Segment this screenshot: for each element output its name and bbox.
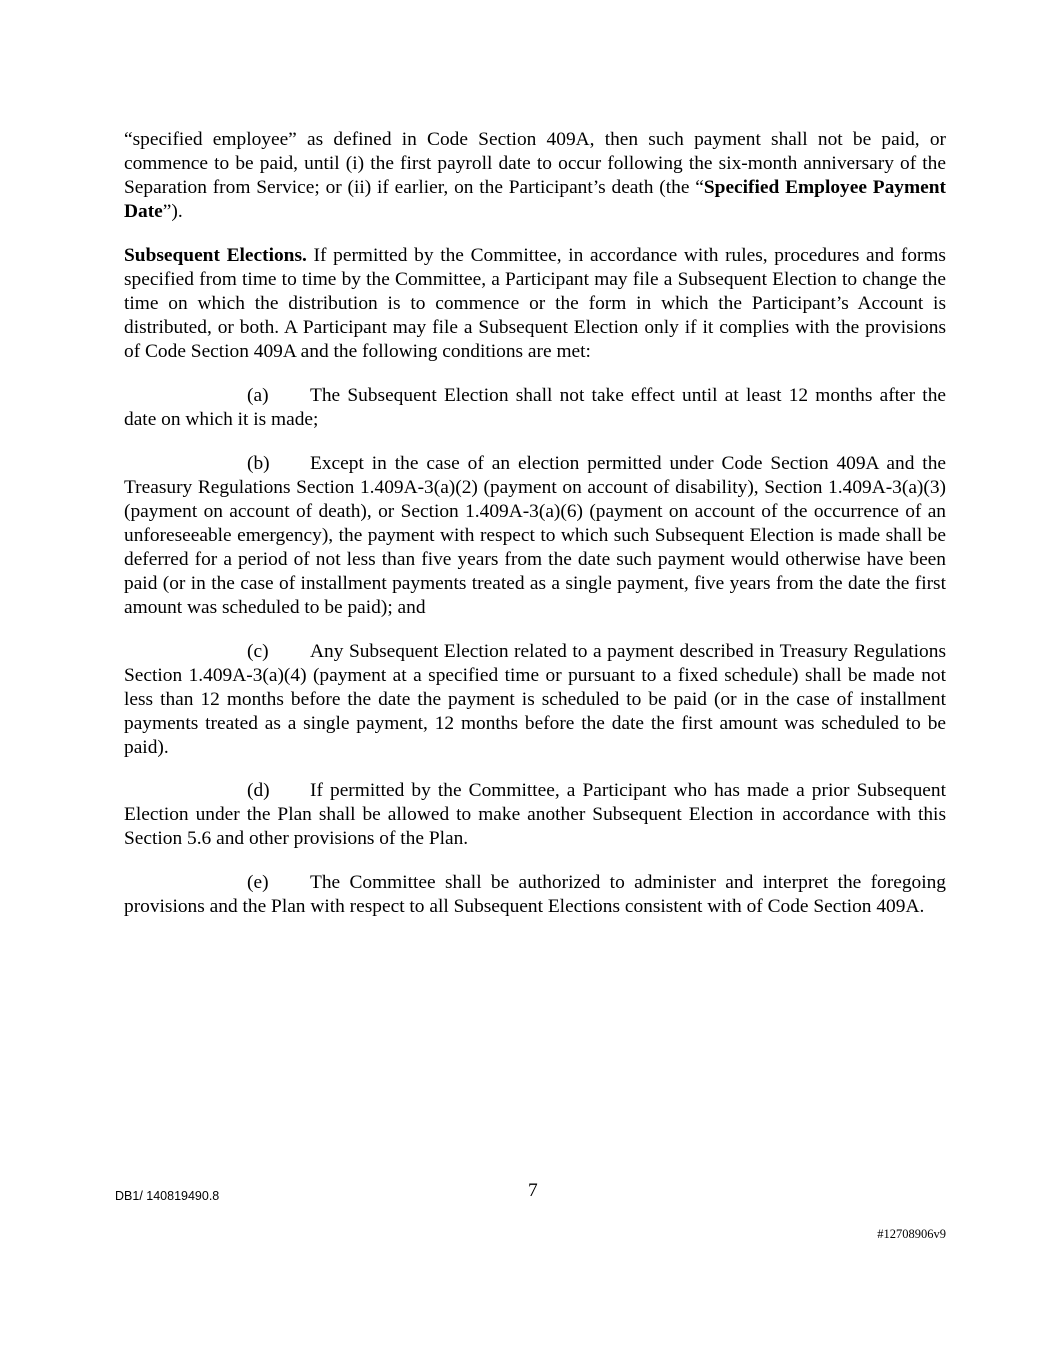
condition-text: The Committee shall be authorized to administer and interpret the foregoing provisions and the Plan with respect to all Subsequent Elections consistent with of Code Section 409A.	[124, 872, 946, 917]
subsequent-elections-heading: Subsequent Elections.	[124, 245, 307, 266]
defined-term-specified-employee-payment-date: Specified Employee Payment Date	[124, 177, 946, 222]
condition-label: (d)	[247, 780, 270, 801]
subsequent-elections-paragraph	[124, 244, 946, 364]
page-number: 7	[528, 1180, 538, 1201]
footer-document-reference: DB1/ 140819490.8	[115, 1189, 220, 1203]
continuation-text-after: ”).	[162, 201, 183, 222]
continuation-text-before: “specified employee” as defined in Code Section 409A, then such payment shall not be paid, or commence to be paid, until (i) the first payroll date to occur following the six-month anniversary of the Separation from Service; or (ii) if earlier, on the Participant’s death (the “	[124, 129, 946, 198]
condition-a	[124, 384, 946, 432]
condition-text: Except in the case of an election permitted under Code Section 409A and the Treasury Regulations Section 1.409A-3(a)(2) (payment on account of disability), Section 1.409A-3(a)(3) (payment on account of death), or Section 1.409A-3(a)(6) (payment on account of the occurrence of an unforeseeable emergency), the payment with respect to which such Subsequent Election is made shall be deferred for a period of not less than five years from the date such payment would otherwise have been paid (or in the case of installment payments treated as a single payment, five years from the date the first amount was scheduled to be paid); and	[124, 453, 946, 618]
condition-text: The Subsequent Election shall not take effect until at least 12 months after the date on which it is made;	[124, 385, 946, 430]
condition-e	[124, 871, 946, 919]
condition-label: (e)	[247, 872, 269, 893]
footer-document-id: #12708906v9	[877, 1227, 946, 1241]
condition-label: (b)	[247, 453, 270, 474]
condition-text: If permitted by the Committee, a Participant who has made a prior Subsequent Election under the Plan shall be allowed to make another Subsequent Election in accordance with this Section 5.6 and other provisions of the Plan.	[124, 780, 946, 849]
condition-text: Any Subsequent Election related to a payment described in Treasury Regulations Section 1.409A-3(a)(4) (payment at a specified time or pursuant to a fixed schedule) shall be made not less than 12 months before the date the payment is scheduled to be paid (or in the case of installment payments treated as a single payment, 12 months before the date the first amount was scheduled to be paid).	[124, 641, 946, 758]
subsequent-elections-text: If permitted by the Committee, in accordance with rules, procedures and forms specified from time to time by the Committee, a Participant may file a Subsequent Election to change the time on which the distribution is to commence or the form in which the Participant’s Account is distributed, or both. A Participant may file a Subsequent Election only if it complies with the provisions of Code Section 409A and the following conditions are met:	[124, 245, 946, 362]
condition-label: (c)	[247, 641, 269, 662]
condition-d	[124, 779, 946, 851]
continuation-paragraph	[124, 128, 946, 224]
condition-c	[124, 640, 946, 760]
condition-label: (a)	[247, 385, 269, 406]
condition-b	[124, 452, 946, 620]
